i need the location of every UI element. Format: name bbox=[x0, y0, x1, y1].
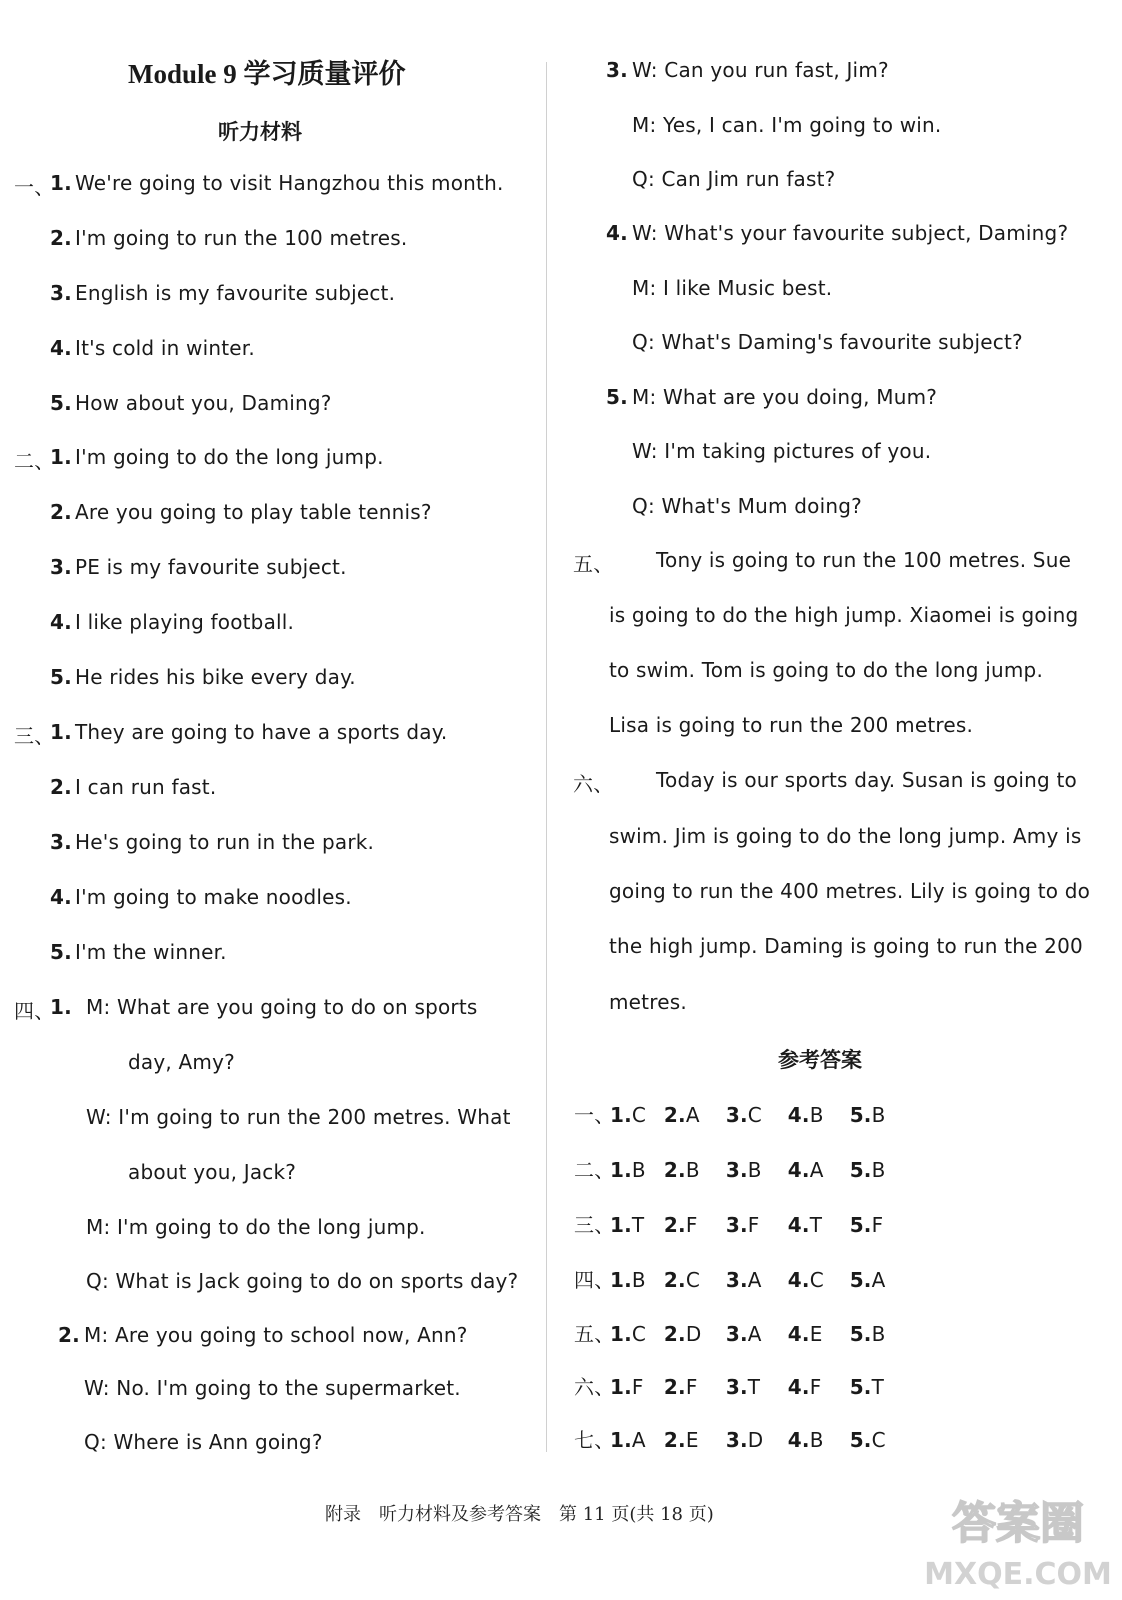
item-number: 2. bbox=[50, 226, 72, 250]
dialogue-line: W: I'm taking pictures of you. bbox=[632, 439, 932, 463]
listening-line: I'm going to do the long jump. bbox=[75, 445, 384, 469]
answer-value: T bbox=[631, 1213, 645, 1237]
listening-line: I'm the winner. bbox=[75, 940, 227, 964]
answer-value: B bbox=[685, 1158, 700, 1182]
answer-value: B bbox=[871, 1103, 886, 1127]
answer-value: A bbox=[747, 1322, 762, 1346]
answer-value: A bbox=[685, 1103, 700, 1127]
answer-number: 1. bbox=[610, 1268, 632, 1292]
answer-row-marker: 四、 bbox=[574, 1268, 615, 1292]
item-number: 5. bbox=[50, 391, 72, 415]
answer-number: 1. bbox=[610, 1322, 632, 1346]
watermark-text-top: 答案圈 bbox=[952, 1498, 1084, 1549]
section-marker: 三、 bbox=[14, 724, 55, 748]
answer-value: F bbox=[747, 1213, 760, 1237]
item-number: 5. bbox=[50, 940, 72, 964]
answer-row bbox=[574, 1154, 886, 1183]
answer-value: B bbox=[871, 1158, 886, 1182]
listening-line: He's going to run in the park. bbox=[75, 830, 375, 854]
answer-row-marker: 六、 bbox=[574, 1375, 615, 1399]
item-number: 1. bbox=[50, 995, 72, 1019]
item-number: 4. bbox=[50, 336, 72, 360]
answer-number: 4. bbox=[787, 1103, 810, 1127]
item-number: 3. bbox=[50, 281, 72, 305]
answer-value: F bbox=[685, 1375, 698, 1399]
item-number: 3. bbox=[606, 58, 628, 82]
answer-value: B bbox=[631, 1268, 646, 1292]
answer-row-marker: 二、 bbox=[574, 1158, 615, 1182]
answer-row bbox=[574, 1424, 886, 1453]
item-number: 5. bbox=[50, 665, 72, 689]
passage-line: the high jump. Daming is going to run the 200 bbox=[609, 934, 1083, 958]
answer-row-marker: 五、 bbox=[574, 1322, 615, 1346]
section-marker: 六、 bbox=[573, 772, 614, 796]
answer-number: 1. bbox=[610, 1428, 632, 1452]
answer-number: 5. bbox=[849, 1322, 872, 1346]
passage-line: is going to do the high jump. Xiaomei is going bbox=[609, 603, 1079, 627]
passage-line: Tony is going to run the 100 metres. Sue bbox=[656, 548, 1072, 572]
dialogue-line: W: I'm going to run the 200 metres. What bbox=[86, 1105, 511, 1129]
item-number: 1. bbox=[50, 720, 72, 744]
answer-number: 2. bbox=[663, 1213, 686, 1237]
listening-line: He rides his bike every day. bbox=[75, 665, 356, 689]
answer-number: 5. bbox=[849, 1268, 872, 1292]
answer-value: T bbox=[871, 1375, 885, 1399]
answer-value: C bbox=[747, 1103, 762, 1127]
passage-line: swim. Jim is going to do the long jump. Amy is bbox=[609, 824, 1082, 848]
page-title: Module 9 学习质量评价 bbox=[128, 59, 406, 89]
answer-number: 4. bbox=[787, 1322, 810, 1346]
listening-line: Are you going to play table tennis? bbox=[75, 500, 432, 524]
answer-number: 3. bbox=[725, 1322, 748, 1346]
item-number: 1. bbox=[50, 445, 72, 469]
answer-row-marker: 七、 bbox=[574, 1428, 615, 1452]
answer-number: 4. bbox=[787, 1428, 810, 1452]
listening-line: They are going to have a sports day. bbox=[75, 720, 448, 744]
answer-number: 1. bbox=[610, 1103, 632, 1127]
answer-value: B bbox=[809, 1428, 824, 1452]
answer-value: C bbox=[871, 1428, 886, 1452]
item-number: 4. bbox=[50, 885, 72, 909]
answer-number: 2. bbox=[663, 1103, 686, 1127]
answer-number: 2. bbox=[663, 1428, 686, 1452]
answer-row bbox=[574, 1371, 884, 1400]
dialogue-line: day, Amy? bbox=[128, 1050, 235, 1074]
answer-value: F bbox=[685, 1213, 698, 1237]
passage-line: metres. bbox=[609, 990, 687, 1014]
section-marker: 五、 bbox=[573, 552, 614, 576]
dialogue-line: M: I'm going to do the long jump. bbox=[86, 1215, 426, 1239]
dialogue-line: M: Yes, I can. I'm going to win. bbox=[632, 113, 942, 137]
answer-number: 2. bbox=[663, 1158, 686, 1182]
dialogue-line: W: No. I'm going to the supermarket. bbox=[84, 1376, 461, 1400]
passage-line: to swim. Tom is going to do the long jump. bbox=[609, 658, 1044, 682]
question-line: Q: Can Jim run fast? bbox=[632, 167, 836, 191]
answer-number: 3. bbox=[725, 1268, 748, 1292]
answer-number: 3. bbox=[725, 1428, 748, 1452]
page-footer: 附录 听力材料及参考答案 第 11 页(共 18 页) bbox=[325, 1504, 714, 1525]
item-number: 5. bbox=[606, 385, 628, 409]
answer-value: C bbox=[631, 1103, 647, 1127]
answer-value: A bbox=[871, 1268, 886, 1292]
dialogue-line: W: What's your favourite subject, Daming? bbox=[632, 221, 1069, 245]
answers-heading: 参考答案 bbox=[778, 1048, 862, 1072]
answer-value: C bbox=[685, 1268, 701, 1292]
answer-value: A bbox=[631, 1428, 646, 1452]
item-number: 2. bbox=[50, 775, 72, 799]
answer-number: 1. bbox=[610, 1213, 632, 1237]
answer-value: B bbox=[747, 1158, 762, 1182]
column-divider bbox=[546, 62, 547, 1452]
answer-value: B bbox=[809, 1103, 824, 1127]
answer-value: A bbox=[809, 1158, 824, 1182]
answer-number: 5. bbox=[849, 1375, 872, 1399]
listening-heading: 听力材料 bbox=[218, 120, 302, 144]
answer-row-marker: 一、 bbox=[574, 1103, 615, 1127]
answer-value: E bbox=[685, 1428, 699, 1452]
answer-value: E bbox=[809, 1322, 823, 1346]
item-number: 4. bbox=[606, 221, 628, 245]
listening-line: PE is my favourite subject. bbox=[75, 555, 347, 579]
passage-line: going to run the 400 metres. Lily is going to do bbox=[609, 879, 1091, 903]
answer-number: 5. bbox=[849, 1158, 872, 1182]
answer-value: C bbox=[631, 1322, 647, 1346]
answer-value: D bbox=[685, 1322, 702, 1346]
answer-row bbox=[574, 1264, 886, 1293]
listening-line: I'm going to make noodles. bbox=[75, 885, 352, 909]
question-line: Q: Where is Ann going? bbox=[84, 1430, 323, 1454]
answer-row-marker: 三、 bbox=[574, 1213, 615, 1237]
answer-number: 3. bbox=[725, 1213, 748, 1237]
question-line: Q: What's Mum doing? bbox=[632, 494, 862, 518]
listening-line: We're going to visit Hangzhou this month. bbox=[75, 171, 504, 195]
answer-value: T bbox=[809, 1213, 823, 1237]
dialogue-line: M: What are you doing, Mum? bbox=[632, 385, 938, 409]
answer-number: 4. bbox=[787, 1375, 810, 1399]
passage-line: Today is our sports day. Susan is going to bbox=[656, 768, 1077, 792]
answer-number: 5. bbox=[849, 1213, 872, 1237]
question-line: Q: What's Daming's favourite subject? bbox=[632, 330, 1023, 354]
item-number: 2. bbox=[58, 1323, 80, 1347]
item-number: 1. bbox=[50, 171, 72, 195]
listening-line: It's cold in winter. bbox=[75, 336, 255, 360]
answer-number: 5. bbox=[849, 1103, 872, 1127]
dialogue-line: M: Are you going to school now, Ann? bbox=[84, 1323, 468, 1347]
answer-number: 1. bbox=[610, 1375, 632, 1399]
answer-value: F bbox=[871, 1213, 884, 1237]
section-marker: 一、 bbox=[14, 175, 55, 199]
answer-value: B bbox=[871, 1322, 886, 1346]
item-number: 2. bbox=[50, 500, 72, 524]
answer-row bbox=[574, 1209, 883, 1238]
listening-line: I can run fast. bbox=[75, 775, 217, 799]
answer-value: C bbox=[809, 1268, 824, 1292]
answer-value: B bbox=[631, 1158, 646, 1182]
answer-value: A bbox=[747, 1268, 762, 1292]
answer-number: 3. bbox=[725, 1375, 748, 1399]
answer-number: 2. bbox=[663, 1322, 686, 1346]
question-line: Q: What is Jack going to do on sports day? bbox=[86, 1269, 519, 1293]
section-marker: 四、 bbox=[14, 999, 55, 1023]
watermark-logo bbox=[918, 1480, 1118, 1596]
passage-line: Lisa is going to run the 200 metres. bbox=[609, 713, 974, 737]
listening-line: English is my favourite subject. bbox=[75, 281, 396, 305]
answer-value: T bbox=[747, 1375, 761, 1399]
answer-number: 1. bbox=[610, 1158, 632, 1182]
item-number: 4. bbox=[50, 610, 72, 634]
answer-value: F bbox=[631, 1375, 644, 1399]
answer-row bbox=[574, 1099, 886, 1128]
answer-number: 2. bbox=[663, 1268, 686, 1292]
dialogue-line: M: I like Music best. bbox=[632, 276, 833, 300]
dialogue-line: M: What are you going to do on sports bbox=[86, 995, 478, 1019]
section-marker: 二、 bbox=[14, 449, 55, 473]
answer-number: 5. bbox=[849, 1428, 872, 1452]
item-number: 3. bbox=[50, 830, 72, 854]
listening-line: I'm going to run the 100 metres. bbox=[75, 226, 408, 250]
answer-number: 3. bbox=[725, 1103, 748, 1127]
listening-line: How about you, Daming? bbox=[75, 391, 332, 415]
listening-line: I like playing football. bbox=[75, 610, 295, 634]
answer-number: 3. bbox=[725, 1158, 748, 1182]
answer-number: 4. bbox=[787, 1268, 810, 1292]
dialogue-line: about you, Jack? bbox=[128, 1160, 297, 1184]
answer-value: D bbox=[747, 1428, 764, 1452]
item-number: 3. bbox=[50, 555, 72, 579]
answer-number: 4. bbox=[787, 1158, 810, 1182]
answer-value: F bbox=[809, 1375, 822, 1399]
answer-row bbox=[574, 1318, 886, 1347]
dialogue-line: W: Can you run fast, Jim? bbox=[632, 58, 889, 82]
answer-number: 2. bbox=[663, 1375, 686, 1399]
watermark-text-bottom: MXQE.COM bbox=[924, 1557, 1112, 1592]
answer-number: 4. bbox=[787, 1213, 810, 1237]
